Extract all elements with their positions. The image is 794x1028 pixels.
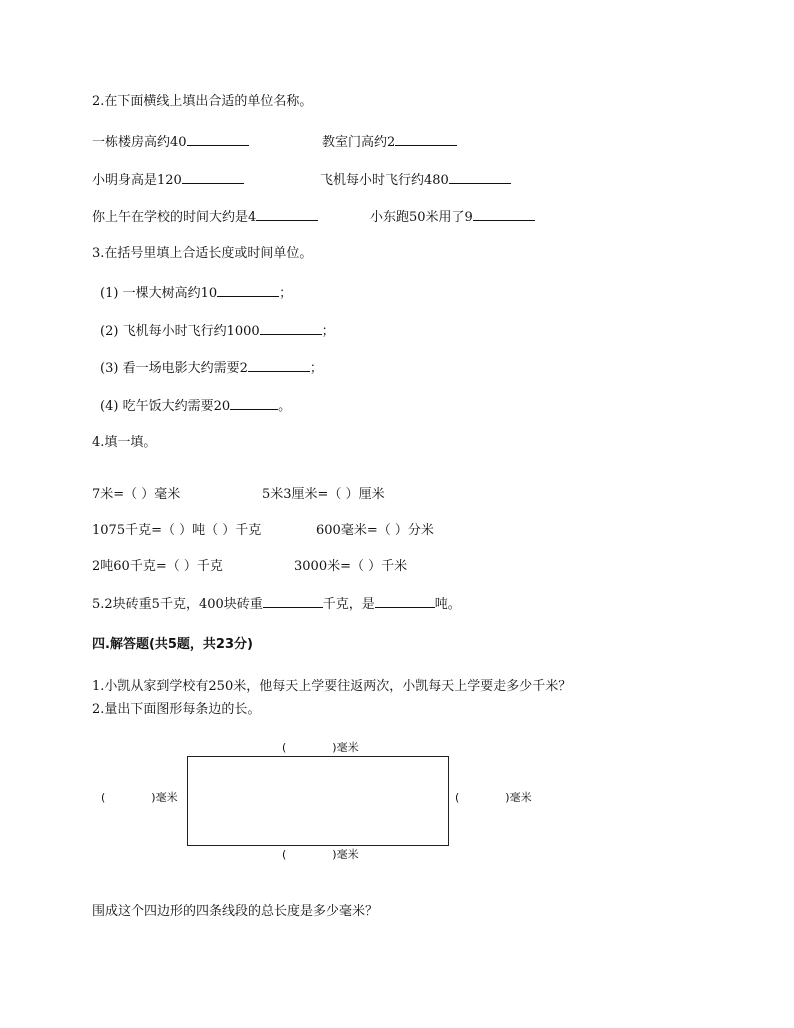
answer-blank[interactable]	[230, 397, 278, 410]
q3-item-end: ；	[309, 361, 323, 376]
dim-label-bottom	[282, 846, 359, 862]
q2-item-text: 教室门高约2	[322, 135, 396, 150]
q4-item: 600毫米=（ ）分米	[316, 523, 434, 538]
q3-item-num: (4)	[100, 399, 119, 414]
answer-blank[interactable]	[256, 208, 318, 221]
q3-heading: 3.在括号里填上合适长度或时间单位。	[92, 246, 313, 261]
solve-q2: 2.量出下面图形每条边的长。	[92, 702, 261, 717]
q2-item-text: 飞机每小时飞行约480	[320, 173, 449, 188]
q5-text-c: 吨。	[434, 597, 461, 612]
q3-item-4	[100, 397, 291, 415]
answer-blank[interactable]	[182, 171, 244, 184]
dim-unit: )毫米	[332, 848, 359, 861]
answer-blank[interactable]	[395, 133, 457, 146]
q4-item: 3000米=（ ）千米	[294, 559, 408, 574]
answer-blank[interactable]	[375, 595, 435, 608]
dim-open: (	[282, 741, 287, 754]
answer-blank[interactable]	[263, 595, 323, 608]
q4-heading: 4.填一填。	[92, 435, 157, 450]
q2-item-text: 一栋楼房高约40	[92, 135, 187, 150]
q3-item-1	[100, 284, 292, 302]
q2-item-text: 小明身高是120	[92, 173, 182, 188]
q2-item-1	[92, 133, 249, 151]
answer-blank[interactable]	[217, 284, 279, 297]
q3-item-end: ；	[279, 286, 293, 301]
q4-item: 7米=（ ）毫米	[92, 487, 181, 502]
dim-unit: )毫米	[151, 791, 178, 804]
dim-open: (	[101, 791, 106, 804]
dim-open: (	[455, 791, 460, 804]
measure-rectangle	[187, 756, 449, 846]
q3-item-num: (1)	[100, 286, 119, 301]
answer-blank[interactable]	[473, 208, 535, 221]
q3-item-text: 飞机每小时飞行约1000	[122, 324, 260, 339]
q4-item: 2吨60千克=（ ）千克	[92, 559, 223, 574]
q3-item-3	[100, 359, 323, 377]
q4-item: 1075千克=（ ）吨（ ）千克	[92, 523, 262, 538]
section-title: 四.解答题(共5题，共23分)	[92, 637, 253, 652]
q5-line	[92, 595, 461, 613]
dim-open: (	[282, 848, 287, 861]
answer-blank[interactable]	[449, 171, 511, 184]
q4-item: 5米3厘米=（ ）厘米	[262, 487, 385, 502]
answer-blank[interactable]	[260, 322, 322, 335]
q2-item-3	[92, 171, 244, 189]
q3-item-end: ；	[321, 324, 335, 339]
q2-item-4	[320, 171, 511, 189]
dim-unit: )毫米	[332, 741, 359, 754]
q2-item-text: 小东跑50米用了9	[370, 210, 473, 225]
dim-unit: )毫米	[505, 791, 532, 804]
answer-blank[interactable]	[248, 359, 310, 372]
dim-label-right	[455, 789, 532, 805]
q2-item-5	[92, 208, 318, 226]
answer-blank[interactable]	[187, 133, 249, 146]
q3-item-text: 吃午饭大约需要20	[122, 399, 231, 414]
solve-q1: 1.小凯从家到学校有250米，他每天上学要往返两次，小凯每天上学要走多少千米？	[92, 679, 572, 694]
q2-item-2	[322, 133, 457, 151]
q3-item-2	[100, 322, 335, 340]
perimeter-question: 围成这个四边形的四条线段的总长度是多少毫米？	[92, 904, 379, 919]
q3-item-text: 看一场电影大约需要2	[122, 361, 248, 376]
q2-heading: 2.在下面横线上填出合适的单位名称。	[92, 94, 313, 109]
dim-label-left	[101, 789, 178, 805]
q2-item-text: 你上午在学校的时间大约是4	[92, 210, 257, 225]
q5-text-b: 千克，是	[322, 597, 375, 612]
q5-text-a: 5.2块砖重5千克，400块砖重	[92, 597, 263, 612]
q3-item-num: (3)	[100, 361, 119, 376]
q3-item-text: 一棵大树高约10	[122, 286, 218, 301]
q3-item-num: (2)	[100, 324, 119, 339]
q2-item-6	[370, 208, 535, 226]
dim-label-top	[282, 739, 359, 755]
q3-item-end: 。	[278, 399, 292, 414]
